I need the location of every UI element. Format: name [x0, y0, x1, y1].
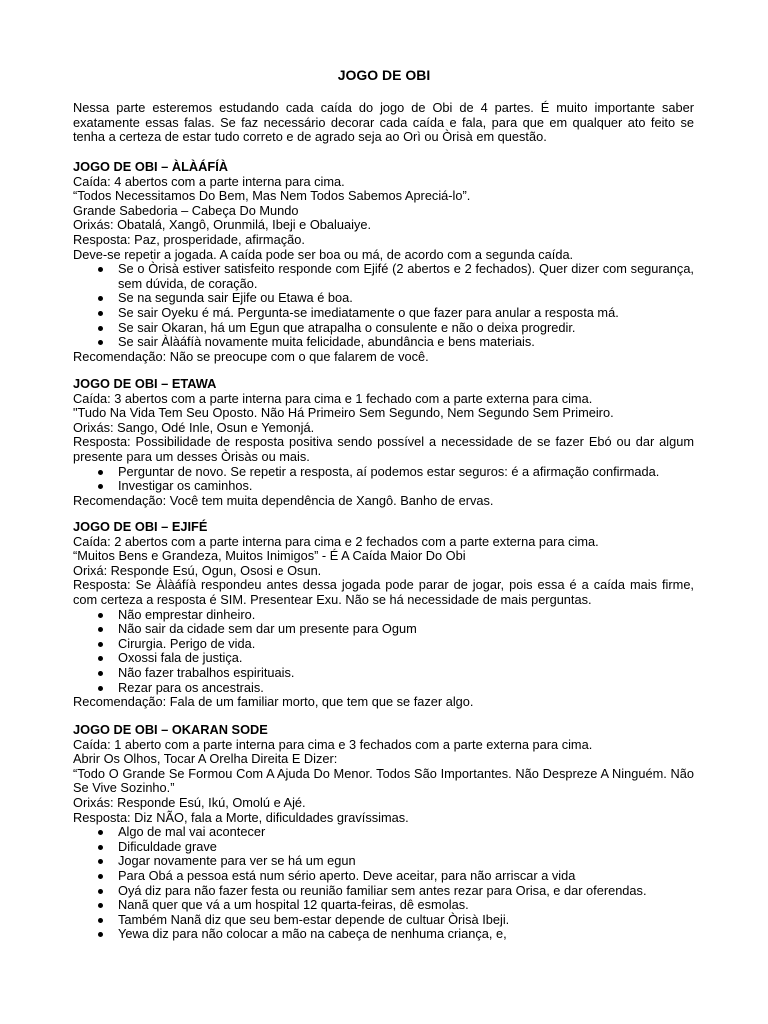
- list-item: [73, 306, 694, 321]
- list-item-text: Yewa diz para não colocar a mão na cabeça de nenhuma criança, e,: [118, 926, 507, 942]
- list-item-text: Não emprestar dinheiro.: [118, 606, 256, 622]
- bullet-icon: [98, 484, 103, 489]
- bullet-icon: [98, 613, 103, 618]
- bullet-list: [73, 608, 694, 696]
- orixas-line: Orixás: Responde Esú, Ikú, Omolú e Ajé.: [73, 794, 306, 810]
- intro-paragraph: Nessa parte esteremos estudando cada caída do jogo de Obi de 4 partes. É muito importante saber exatamente essas falas. Se faz necessário decorar cada caída e fala, para que em qualquer ato feito se tenha a certeza de estar tudo correto e de agrado seja ao Orì ou Òrisà em questão.: [73, 100, 694, 145]
- list-item: [73, 825, 694, 840]
- list-item-text: Dificuldade grave: [118, 838, 217, 854]
- list-item: [73, 465, 694, 480]
- bullet-icon: [98, 656, 103, 661]
- recomendacao-line: Recomendação: Não se preocupe com o que falarem de você.: [73, 348, 429, 364]
- caida-line: Caída: 2 abertos com a parte interna para cima e 2 fechados com a parte externa para cima.: [73, 533, 599, 549]
- list-item: [73, 666, 694, 681]
- list-item: [73, 262, 694, 291]
- bullet-icon: [98, 859, 103, 864]
- bullet-icon: [98, 903, 103, 908]
- bullet-icon: [98, 340, 103, 345]
- bullet-icon: [98, 671, 103, 676]
- list-item-text: Se sair Àlàáfíà novamente muita felicidade, abundância e bens materiais.: [118, 334, 535, 350]
- bullet-list: [73, 825, 694, 942]
- bullet-icon: [98, 932, 103, 937]
- orixas-line: Orixá: Responde Esú, Ogun, Ososi e Osun.: [73, 562, 322, 578]
- caida-line: Caída: 1 aberto com a parte interna para cima e 3 fechados com a parte externa para cima.: [73, 736, 593, 752]
- list-item-text: Se na segunda sair Ejife ou Etawa é boa.: [118, 290, 353, 306]
- list-item-text: Oxossi fala de justiça.: [118, 650, 243, 666]
- bullet-icon: [98, 889, 103, 894]
- list-item-text: Não fazer trabalhos espirituais.: [118, 664, 295, 680]
- list-item: [73, 927, 694, 942]
- bullet-icon: [98, 470, 103, 475]
- list-item-text: Se sair Oyeku é má. Pergunta-se imediatamente o que fazer para anular a resposta má.: [118, 304, 619, 320]
- bullet-icon: [98, 296, 103, 301]
- list-item-text: Se o Òrisà estiver satisfeito responde com Ejifé (2 abertos e 2 fechados). Quer dizer com segurança, sem dúvida, de coração.: [118, 261, 694, 291]
- section-heading: JOGO DE OBI – ÀLÀÁFÍÀ: [73, 159, 228, 174]
- list-item-text: Jogar novamente para ver se há um egun: [118, 853, 356, 869]
- list-item-text: Também Nanã diz que seu bem-estar depende de cultuar Òrisà Ibeji.: [118, 911, 510, 927]
- resposta-line: Resposta: Possibilidade de resposta positiva sendo possível a necessidade de se fazer Ebó ou dar algum presente para um desses Òrisàs ou mais.: [73, 434, 694, 464]
- section-etawa: [73, 377, 694, 508]
- section-heading: JOGO DE OBI – EJIFÉ: [73, 519, 208, 534]
- list-item: [73, 651, 694, 666]
- list-item-text: Não sair da cidade sem dar um presente para Ogum: [118, 621, 417, 637]
- list-item: [73, 884, 694, 899]
- list-item: [73, 479, 694, 494]
- list-item: [73, 898, 694, 913]
- list-item: [73, 681, 694, 696]
- bullet-icon: [98, 642, 103, 647]
- section-ejife: [73, 520, 694, 710]
- list-item: [73, 608, 694, 623]
- list-item-text: Cirurgia. Perigo de vida.: [118, 635, 256, 651]
- list-item-text: Perguntar de novo. Se repetir a resposta, aí podemos estar seguros: é a afirmação confirmada.: [118, 463, 660, 479]
- resposta-line: Resposta: Paz, prosperidade, afirmação.: [73, 231, 305, 247]
- list-item-text: Para Obá a pessoa está num sério aperto. Deve aceitar, para não arriscar a vida: [118, 867, 576, 883]
- recomendacao-line: Recomendação: Fala de um familiar morto, que tem que se fazer algo.: [73, 694, 474, 710]
- resposta-line: Resposta: Se Àlàáfíà respondeu antes dessa jogada pode parar de jogar, pois essa é a caída mais firme, com certeza a resposta é SIM. Presentear Exu. Não se há necessidade de mais perguntas.: [73, 577, 694, 607]
- bullet-icon: [98, 326, 103, 331]
- list-item-text: Oyá diz para não fazer festa ou reunião familiar sem antes rezar para Orisa, e dar oferendas.: [118, 882, 647, 898]
- section-alaafia: [73, 160, 694, 364]
- bullet-list: [73, 262, 694, 350]
- bullet-icon: [98, 845, 103, 850]
- resposta-line: Resposta: Diz NÃO, fala a Morte, dificuldades gravíssimas.: [73, 809, 409, 825]
- list-item-text: Se sair Okaran, há um Egun que atrapalha o consulente e não o deixa progredir.: [118, 319, 576, 335]
- list-item-text: Nanã quer que vá a um hospital 12 quarta-feiras, dê esmolas.: [118, 897, 469, 913]
- caida-line: Caída: 3 abertos com a parte interna para cima e 1 fechado com a parte externa para cima.: [73, 390, 593, 406]
- list-item: [73, 291, 694, 306]
- list-item: [73, 335, 694, 350]
- bullet-icon: [98, 830, 103, 835]
- recomendacao-line: Recomendação: Você tem muita dependência de Xangô. Banho de ervas.: [73, 492, 494, 508]
- quote-line: "Tudo Na Vida Tem Seu Oposto. Não Há Primeiro Sem Segundo, Nem Segundo Sem Primeiro.: [73, 405, 614, 421]
- list-item: [73, 321, 694, 336]
- list-item: [73, 622, 694, 637]
- list-item: [73, 637, 694, 652]
- section-heading: JOGO DE OBI – OKARAN SODE: [73, 722, 268, 737]
- section-heading: JOGO DE OBI – ETAWA: [73, 376, 217, 391]
- document-title: JOGO DE OBI: [337, 67, 431, 83]
- bullet-icon: [98, 918, 103, 923]
- bullet-icon: [98, 627, 103, 632]
- list-item-text: Algo de mal vai acontecer: [118, 824, 266, 840]
- bullet-icon: [98, 267, 103, 272]
- list-item: [73, 869, 694, 884]
- caida-line: Caída: 4 abertos com a parte interna para cima.: [73, 173, 345, 189]
- quote-line: “Todo O Grande Se Formou Com A Ajuda Do Menor. Todos São Importantes. Não Despreze A Ninguém. Não Se Vive Sozinho.”: [73, 765, 694, 796]
- quote-line: “Todos Necessitamos Do Bem, Mas Nem Todos Sabemos Apreciá-lo”.: [73, 188, 471, 204]
- list-item: [73, 854, 694, 869]
- section-okaran-sode: [73, 723, 694, 942]
- list-item-text: Rezar para os ancestrais.: [118, 679, 264, 695]
- quote-line: “Muitos Bens e Grandeza, Muitos Inimigos” - É A Caída Maior Do Obi: [73, 548, 466, 564]
- bullet-icon: [98, 686, 103, 691]
- orixas-line: Orixás: Obatalá, Xangô, Orunmilá, Ibeji e Obaluaiye.: [73, 217, 372, 233]
- list-item: [73, 913, 694, 928]
- note-line: Deve-se repetir a jogada. A caída pode ser boa ou má, de acordo com a segunda caída.: [73, 246, 574, 262]
- subtitle-line: Grande Sabedoria – Cabeça Do Mundo: [73, 202, 299, 218]
- list-item-text: Investigar os caminhos.: [118, 478, 253, 494]
- list-item: [73, 840, 694, 855]
- instruction-line: Abrir Os Olhos, Tocar A Orelha Direita E Dizer:: [73, 751, 338, 767]
- bullet-icon: [98, 874, 103, 879]
- orixas-line: Orixás: Sango, Odé Inle, Osun e Yemonjá.: [73, 419, 315, 435]
- bullet-list: [73, 465, 694, 494]
- bullet-icon: [98, 311, 103, 316]
